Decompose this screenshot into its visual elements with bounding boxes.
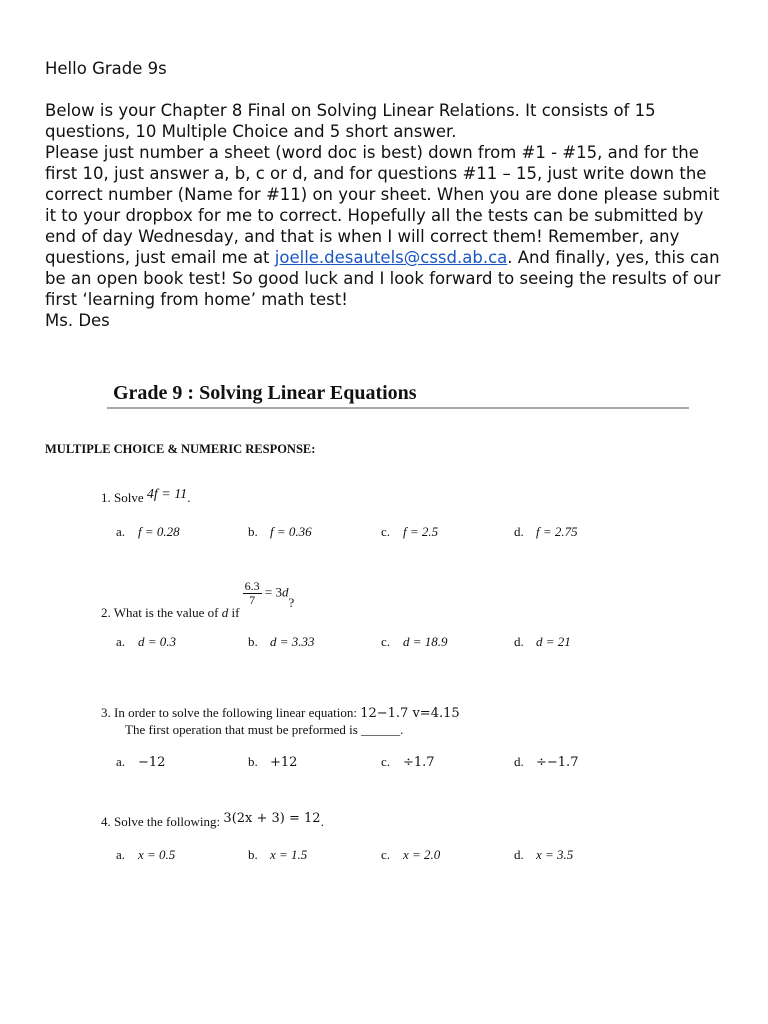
option-text: +12 — [270, 755, 298, 770]
option-letter: b. — [248, 634, 258, 649]
title-divider — [107, 407, 689, 409]
option-letter: a. — [116, 754, 126, 769]
q2-rhs-variable: d — [282, 584, 289, 600]
q2-end: ? — [288, 595, 295, 611]
q3-line2: The first operation that must be preformed is ______. — [125, 722, 404, 737]
option-letter: c. — [381, 634, 391, 649]
option-letter: a. — [116, 634, 126, 649]
section-heading: MULTIPLE CHOICE & NUMERIC RESPONSE: — [45, 442, 316, 456]
option-text: d = 21 — [536, 634, 571, 649]
option-text: d = 3.33 — [270, 634, 315, 649]
option-letter: a. — [116, 524, 126, 539]
option-text: f = 2.5 — [403, 524, 439, 539]
closing-text: . And finally, yes, this can be an open book test! So good luck and I look forward to seeing the results of our first ‘learning from home’ math test! — [45, 248, 721, 309]
q1-option-a[interactable] — [116, 524, 180, 540]
q2-option-d[interactable] — [514, 634, 571, 650]
q4-equation: 3(2x + 3) = 12 — [223, 811, 321, 826]
question-4: 4. Solve the following: 3(2x + 3) = 12. — [101, 811, 324, 829]
q2-variable: d — [221, 605, 229, 621]
option-letter: d. — [514, 634, 524, 649]
option-letter: d. — [514, 524, 524, 539]
instructions-paragraph — [45, 100, 735, 310]
q2-rhs: = 3 — [261, 584, 282, 600]
teacher-email-link[interactable]: joelle.desautels@cssd.ab.ca — [274, 248, 508, 267]
intro-message — [45, 58, 735, 331]
q4-prompt: 4. Solve the following: — [101, 814, 224, 829]
option-letter: b. — [248, 847, 258, 862]
option-text: f = 0.36 — [270, 524, 312, 539]
q2-numerator: 6.3 — [244, 579, 260, 593]
q4-option-a[interactable] — [116, 847, 175, 863]
q2-prompt-if: if — [228, 605, 243, 621]
option-letter: c. — [381, 754, 391, 769]
option-text: d = 18.9 — [403, 634, 448, 649]
q2-option-c[interactable] — [381, 634, 448, 650]
option-letter: d. — [514, 754, 524, 769]
q3-option-a[interactable] — [116, 754, 165, 770]
option-text: x = 2.0 — [403, 847, 441, 862]
option-letter: c. — [381, 524, 391, 539]
q1-option-b[interactable] — [248, 524, 312, 540]
q2-prompt: 2. What is the value of — [101, 605, 222, 621]
q3-option-b[interactable] — [248, 754, 297, 770]
question-2 — [101, 579, 295, 621]
q3-prompt: 3. In order to solve the following linear equation: — [101, 705, 361, 720]
instructions-text: Below is your Chapter 8 Final on Solving Linear Relations. It consists of 15 questions, 10 Multiple Choice and 5 short answer. Please just number a sheet (word doc is best) down from #1 - #15, and for the first 10, just answer a, b, c or d, and for questions #11 – 15, just write down the correct number (Name for #11) on your sheet. When you are done please submit it to your dropbox for me to correct. Hopefully all the tests can be submitted by end of day Wednesday, and that is when I will correct them! Remember, any questions, just email me at — [45, 101, 720, 267]
q3-option-d[interactable] — [514, 754, 578, 770]
option-letter: a. — [116, 847, 126, 862]
q2-option-a[interactable] — [116, 634, 176, 650]
question-1: 1. Solve 4f = 11. — [101, 487, 191, 505]
q1-option-c[interactable] — [381, 524, 438, 540]
option-text: f = 2.75 — [536, 524, 578, 539]
q2-denominator: 7 — [249, 593, 256, 607]
option-text: x = 0.5 — [138, 847, 176, 862]
option-letter: d. — [514, 847, 524, 862]
q4-option-b[interactable] — [248, 847, 307, 863]
option-text: x = 1.5 — [270, 847, 308, 862]
q1-option-d[interactable] — [514, 524, 578, 540]
option-text: x = 3.5 — [536, 847, 574, 862]
q4-option-d[interactable] — [514, 847, 573, 863]
q3-option-c[interactable] — [381, 754, 435, 770]
q1-prompt: 1. Solve — [101, 490, 147, 505]
test-title: Grade 9 : Solving Linear Equations — [113, 382, 417, 404]
q4-option-c[interactable] — [381, 847, 440, 863]
q2-fraction — [243, 580, 262, 607]
signature: Ms. Des — [45, 311, 110, 330]
q2-option-b[interactable] — [248, 634, 315, 650]
question-3 — [101, 705, 460, 721]
option-letter: b. — [248, 754, 258, 769]
option-text: f = 0.28 — [138, 524, 180, 539]
option-letter: b. — [248, 524, 258, 539]
option-text: d = 0.3 — [138, 634, 177, 649]
q1-equation: 4f = 11 — [146, 487, 188, 502]
option-text: ÷1.7 — [403, 755, 435, 770]
q3-equation: 12−1.7 v=4.15 — [360, 706, 460, 721]
option-text: −12 — [138, 755, 166, 770]
greeting: Hello Grade 9s — [45, 59, 167, 78]
option-letter: c. — [381, 847, 391, 862]
option-text: ÷−1.7 — [536, 755, 579, 770]
